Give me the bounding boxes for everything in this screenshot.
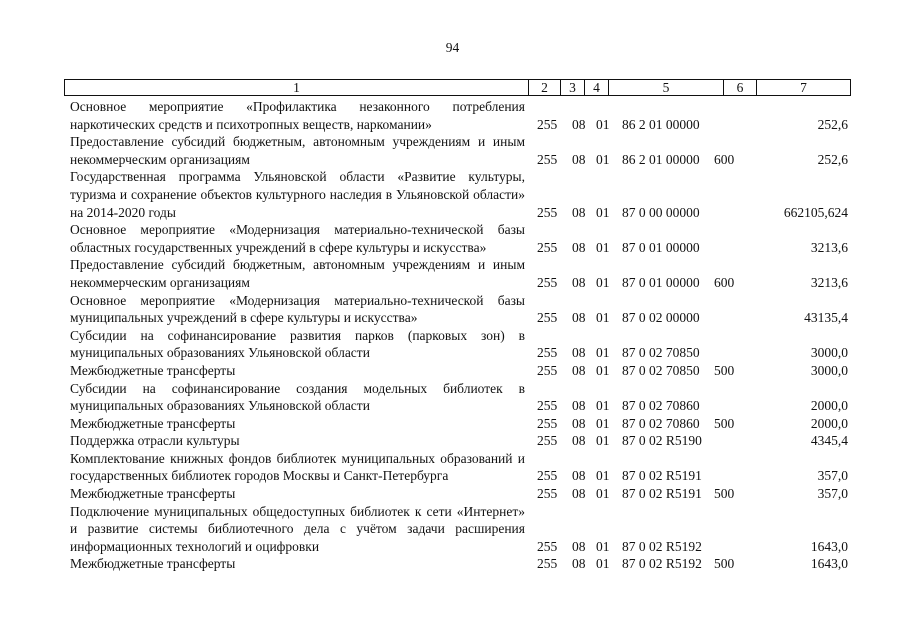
section-code: 08 [572, 239, 586, 255]
column-header-row [65, 80, 851, 96]
subsection-code: 01 [596, 239, 610, 255]
target-article-code: 86 2 01 00000 [622, 116, 700, 132]
page-number: 94 [445, 40, 460, 55]
ministry-code: 255 [537, 398, 558, 414]
ministry-code: 255 [537, 116, 558, 132]
ministry-code: 255 [537, 274, 558, 290]
row-description: Основное мероприятие «Модернизация материально-технической базы муниципальных учреждений в сфере культуры и искусства» [70, 292, 525, 326]
ministry-code: 255 [537, 239, 558, 255]
table-row [0, 415, 905, 433]
section-code: 08 [572, 468, 586, 484]
row-description: Субсидии на софинансирование развития парков (парковых зон) в муниципальных образованиях Ульяновской области [70, 327, 525, 361]
target-article-code: 87 0 02 R5191 [622, 486, 702, 502]
table-row [0, 432, 905, 450]
amount-value: 2000,0 [810, 415, 848, 431]
target-article-code: 87 0 02 R5191 [622, 468, 702, 484]
column-header-4: 4 [585, 80, 609, 96]
column-header-3: 3 [561, 80, 585, 96]
target-article-code: 87 0 02 R5192 [622, 556, 702, 572]
table-row [0, 555, 905, 573]
table-row [0, 503, 905, 556]
amount-value: 43135,4 [804, 310, 848, 326]
table-row [0, 168, 905, 221]
amount-value: 4345,4 [810, 433, 848, 449]
section-code: 08 [572, 415, 586, 431]
subsection-code: 01 [596, 556, 610, 572]
target-article-code: 87 0 02 70860 [622, 415, 700, 431]
section-code: 08 [572, 345, 586, 361]
target-article-code: 87 0 02 70860 [622, 398, 700, 414]
ministry-code: 255 [537, 486, 558, 502]
target-article-code: 87 0 02 70850 [622, 345, 700, 361]
amount-value: 3213,6 [810, 239, 848, 255]
section-code: 08 [572, 398, 586, 414]
amount-value: 662105,624 [783, 204, 848, 220]
row-description: Основное мероприятие «Модернизация материально-технической базы областных государственных учреждений в сфере культуры и искусства» [70, 222, 525, 255]
column-header-5: 5 [609, 80, 724, 96]
section-code: 08 [572, 362, 586, 378]
table-row [0, 98, 905, 133]
column-header-2: 2 [529, 80, 561, 96]
section-code: 08 [572, 556, 586, 572]
ministry-code: 255 [537, 468, 558, 484]
table-row [0, 133, 905, 168]
amount-value: 252,6 [817, 151, 848, 167]
section-code: 08 [572, 433, 586, 449]
table-row [0, 362, 905, 380]
amount-value: 1643,0 [810, 556, 848, 572]
section-code: 08 [572, 538, 586, 554]
ministry-code: 255 [537, 345, 558, 361]
subsection-code: 01 [596, 345, 610, 361]
amount-value: 2000,0 [810, 398, 848, 414]
subsection-code: 01 [596, 151, 610, 167]
table-row [0, 221, 905, 256]
expense-type-code: 500 [714, 362, 735, 378]
table-row [0, 450, 905, 485]
amount-value: 252,6 [817, 116, 848, 132]
subsection-code: 01 [596, 468, 610, 484]
section-code: 08 [572, 274, 586, 290]
amount-value: 357,0 [817, 486, 848, 502]
target-article-code: 87 0 01 00000 [622, 274, 700, 290]
ministry-code: 255 [537, 310, 558, 326]
expense-type-code: 500 [714, 486, 735, 502]
budget-rows [0, 98, 905, 573]
row-description: Государственная программа Ульяновской области «Развитие культуры, туризма и сохранение объектов культурного наследия в Ульяновской области» на 2014-2020 годы [70, 169, 525, 220]
target-article-code: 87 0 02 70850 [622, 362, 700, 378]
ministry-code: 255 [537, 415, 558, 431]
section-code: 08 [572, 204, 586, 220]
section-code: 08 [572, 116, 586, 132]
subsection-code: 01 [596, 486, 610, 502]
target-article-code: 87 0 02 R5192 [622, 538, 702, 554]
column-header-7: 7 [757, 80, 851, 96]
expense-type-code: 600 [714, 274, 735, 290]
subsection-code: 01 [596, 433, 610, 449]
column-header-1: 1 [65, 80, 529, 96]
ministry-code: 255 [537, 151, 558, 167]
row-description: Межбюджетные трансферты [70, 362, 236, 378]
subsection-code: 01 [596, 398, 610, 414]
amount-value: 3000,0 [810, 345, 848, 361]
ministry-code: 255 [537, 433, 558, 449]
target-article-code: 87 0 02 00000 [622, 310, 700, 326]
subsection-code: 01 [596, 310, 610, 326]
table-row [0, 292, 905, 327]
table-row [0, 256, 905, 291]
target-article-code: 87 0 02 R5190 [622, 433, 702, 449]
table-row [0, 380, 905, 415]
table-row [0, 327, 905, 362]
row-description: Комплектование книжных фондов библиотек муниципальных образований и государственных библиотек городов Москвы и Санкт-Петербурга [70, 450, 525, 484]
row-description: Предоставление субсидий бюджетным, автономным учреждениям и иным некоммерческим организациям [70, 134, 525, 167]
amount-value: 3213,6 [810, 274, 848, 290]
amount-value: 3000,0 [810, 362, 848, 378]
amount-value: 357,0 [817, 468, 848, 484]
expense-type-code: 500 [714, 556, 735, 572]
target-article-code: 87 0 01 00000 [622, 239, 700, 255]
subsection-code: 01 [596, 538, 610, 554]
subsection-code: 01 [596, 362, 610, 378]
row-description: Подключение муниципальных общедоступных библиотек к сети «Интернет» и развитие системы библиотечного дела с учётом задачи расширения информационных технологий и оцифровки [70, 503, 525, 554]
row-description: Основное мероприятие «Профилактика незаконного потребления наркотических средств и психотропных веществ, наркомании» [70, 99, 525, 132]
section-code: 08 [572, 151, 586, 167]
row-description: Межбюджетные трансферты [70, 415, 236, 431]
row-description: Межбюджетные трансферты [70, 556, 236, 572]
section-code: 08 [572, 486, 586, 502]
row-description: Межбюджетные трансферты [70, 486, 236, 502]
row-description: Субсидии на софинансирование создания модельных библиотек в муниципальных образованиях Ульяновской области [70, 380, 525, 414]
subsection-code: 01 [596, 204, 610, 220]
column-header-table [64, 79, 851, 96]
subsection-code: 01 [596, 415, 610, 431]
section-code: 08 [572, 310, 586, 326]
target-article-code: 86 2 01 00000 [622, 151, 700, 167]
ministry-code: 255 [537, 556, 558, 572]
ministry-code: 255 [537, 204, 558, 220]
column-header-6: 6 [724, 80, 757, 96]
subsection-code: 01 [596, 116, 610, 132]
expense-type-code: 600 [714, 151, 735, 167]
table-row [0, 485, 905, 503]
amount-value: 1643,0 [810, 538, 848, 554]
ministry-code: 255 [537, 538, 558, 554]
row-description: Поддержка отрасли культуры [70, 433, 240, 449]
expense-type-code: 500 [714, 415, 735, 431]
ministry-code: 255 [537, 362, 558, 378]
row-description: Предоставление субсидий бюджетным, автономным учреждениям и иным некоммерческим организациям [70, 257, 525, 290]
target-article-code: 87 0 00 00000 [622, 204, 700, 220]
subsection-code: 01 [596, 274, 610, 290]
